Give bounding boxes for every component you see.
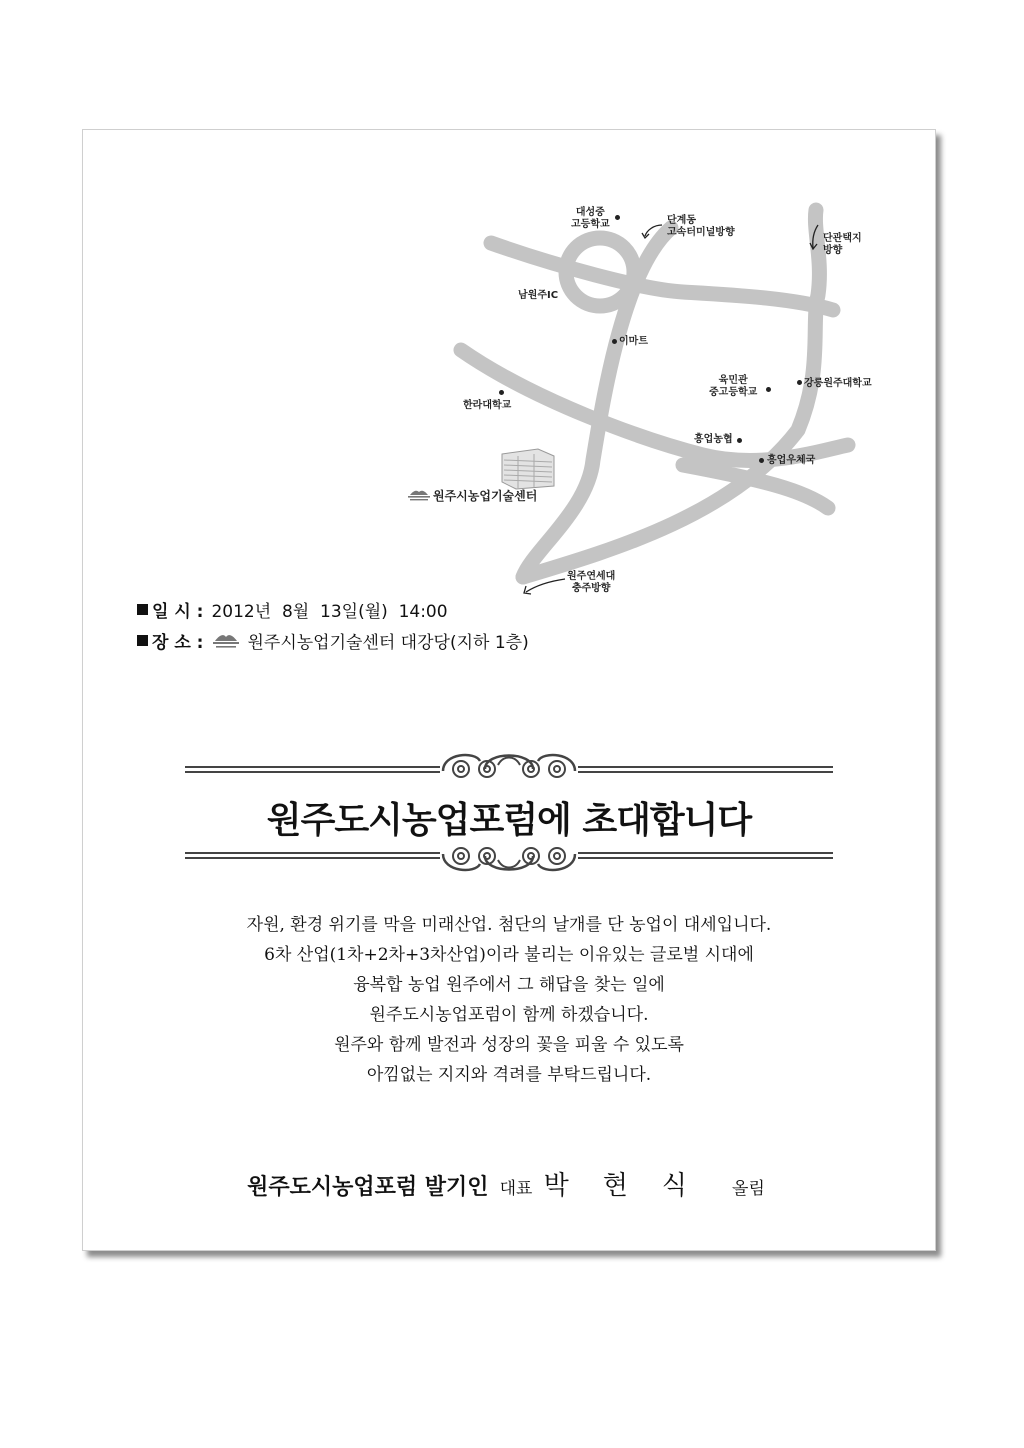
map-label-center: 원주시농업기술센터 (433, 489, 538, 503)
body-line: 6차 산업(1차+2차+3차산업)이라 불리는 이유있는 글로벌 시대에 (264, 945, 754, 965)
signature-rep: 대표 (499, 1179, 533, 1199)
bullet-square-icon (137, 635, 148, 646)
invitation-title: 원주도시농업포럼에 초대합니다 (266, 800, 752, 841)
map-label-gangneung: 강릉원주대학교 (804, 378, 872, 389)
date-label: 일 시 : (152, 602, 204, 622)
location-map (83, 130, 935, 610)
map-label-yukmin: 육민관 중고등학교 (709, 375, 758, 398)
map-label-yonsei: 원주연세대 충주방향 (567, 571, 616, 594)
map-label-heungup-post: 흥업우체국 (767, 455, 816, 466)
place-value: 원주시농업기술센터 대강당(지하 1층) (247, 633, 529, 653)
ornament-top-icon (185, 745, 833, 785)
signature-suffix: 올림 (732, 1179, 765, 1199)
map-dot (797, 380, 802, 385)
body-line: 융복합 농업 원주에서 그 해답을 찾는 일에 (353, 975, 665, 995)
place-label: 장 소 : (152, 633, 204, 653)
center-logo-icon (407, 487, 431, 503)
map-dot (759, 458, 764, 463)
building-icon (498, 448, 558, 490)
bullet-square-icon (137, 604, 148, 615)
map-label-dangye: 단계동 고속터미널방향 (667, 215, 735, 238)
signature-org: 원주도시농업포럼 발기인 (247, 1175, 489, 1200)
date-row (137, 597, 448, 622)
body-line: 아낌없는 지지와 격려를 부탁드립니다. (366, 1065, 652, 1085)
map-label-dangu: 단관택지 방향 (823, 233, 862, 256)
body-line: 원주와 함께 발전과 성장의 꽃을 피울 수 있도록 (334, 1035, 684, 1055)
road-network (83, 130, 935, 610)
date-value: 2012년 8월 13일(월) 14:00 (211, 602, 448, 622)
body-line: 자원, 환경 위기를 막을 미래산업. 첨단의 날개를 단 농업이 대세입니다. (246, 915, 772, 935)
signature-name: 박현식 (543, 1171, 721, 1201)
map-dot (615, 215, 620, 220)
invitation-body (83, 910, 935, 1090)
signature (83, 1165, 935, 1202)
arrow-icon (641, 222, 665, 240)
map-label-emart: 이마트 (619, 336, 648, 347)
map-dot (612, 339, 617, 344)
body-line: 원주도시농업포럼이 함께 하겠습니다. (369, 1005, 649, 1025)
map-label-halla: 한라대학교 (463, 400, 512, 411)
arrow-icon (521, 575, 567, 597)
map-label-namwonju-ic: 남원주IC (518, 290, 559, 301)
place-row (137, 628, 529, 653)
arrow-icon (809, 222, 823, 252)
center-logo-icon (211, 631, 241, 651)
ornament-bottom-icon (185, 840, 833, 880)
map-dot (766, 387, 771, 392)
map-label-daesung: 대성중 고등학교 (571, 207, 610, 230)
map-dot (499, 390, 504, 395)
invitation-card (82, 129, 936, 1251)
map-dot (737, 438, 742, 443)
map-label-heungup-nonghyup: 흥업농협 (694, 434, 733, 445)
